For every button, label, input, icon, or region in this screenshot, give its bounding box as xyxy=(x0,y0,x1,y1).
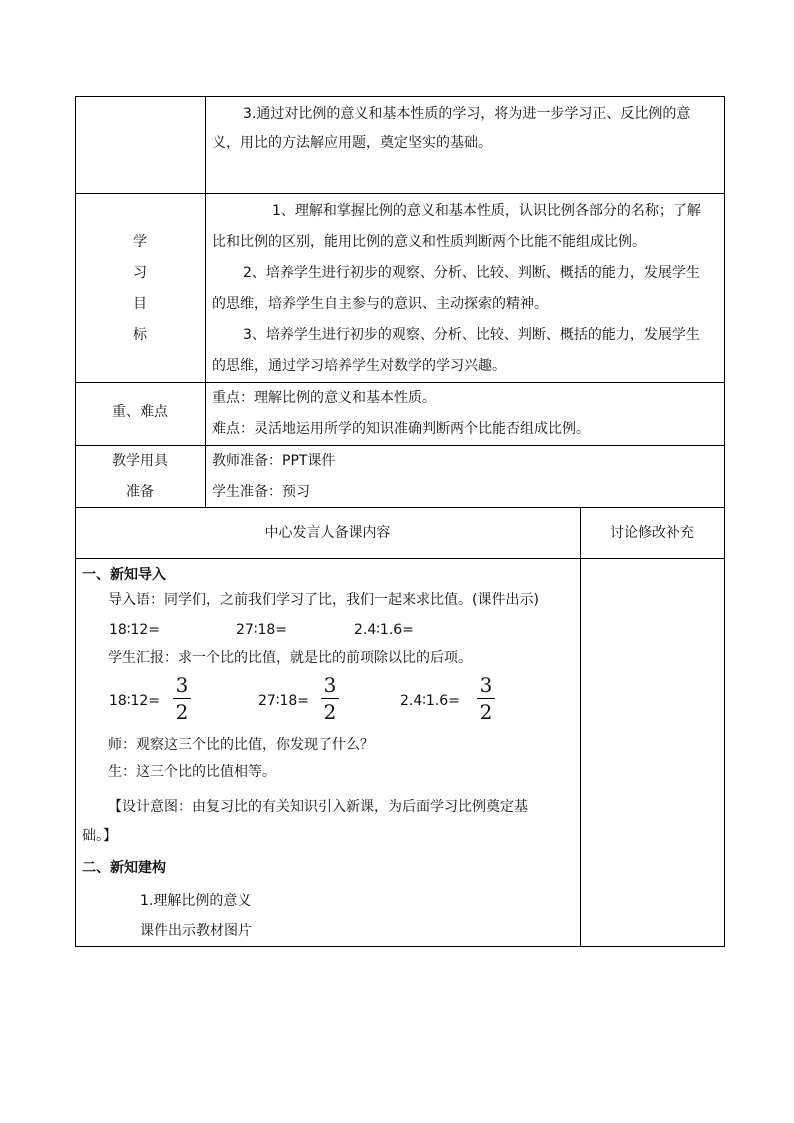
subsection-title: 1.理解比例的意义 xyxy=(140,893,252,909)
table-border-right xyxy=(724,96,725,947)
focus-text: 重点：理解比例的意义和基本性质。 xyxy=(212,390,436,406)
row-divider xyxy=(75,507,725,508)
row-divider xyxy=(75,382,725,383)
learning-goals-label-char: 标 xyxy=(133,327,147,343)
section1-title: 一、新知导入 xyxy=(82,567,166,583)
tools-label-line2: 准备 xyxy=(126,484,154,500)
fraction-numerator: 3 xyxy=(175,673,189,697)
teacher-question: 师：观察这三个比的比值，你发现了什么？ xyxy=(108,737,374,753)
student-answer: 生：这三个比的比值相等。 xyxy=(108,764,276,780)
tools-label-line1: 教学用具 xyxy=(112,453,168,469)
answer-expression: 2.4∶1.6= xyxy=(400,693,460,709)
goal-line: 比和比例的区别，能用比例的意义和性质判断两个比能不能组成比例。 xyxy=(212,234,646,250)
fraction-numerator: 3 xyxy=(479,673,493,697)
design-intent-line-2: 础。】 xyxy=(82,828,117,844)
answer-expression: 18∶12= xyxy=(109,693,161,709)
table-border-left xyxy=(75,96,76,947)
table-border-bottom xyxy=(75,946,725,947)
fraction-bar xyxy=(321,698,339,699)
label-column-divider xyxy=(205,96,206,508)
subsection-description: 课件出示教材图片 xyxy=(140,923,252,939)
ratio-expression: 27∶18= xyxy=(236,622,288,638)
ratio-expression: 18∶12= xyxy=(109,622,161,638)
fraction-denominator: 2 xyxy=(175,700,189,724)
student-prep-text: 学生准备：预习 xyxy=(212,484,310,500)
intro-text: 导入语：同学们，之前我们学习了比，我们一起来求比值。(课件出示) xyxy=(108,592,539,608)
learning-goals-label-char: 学 xyxy=(133,234,147,250)
goal-line: 1、理解和掌握比例的意义和基本性质，认识比例各部分的名称；了解 xyxy=(272,203,701,219)
design-intent-line-1: 【设计意图：由复习比的有关知识引入新课，为后面学习比例奠定基 xyxy=(108,799,528,815)
notes-column-divider xyxy=(580,507,581,947)
goal-line: 3、培养学生进行初步的观察、分析、比较、判断、概括的能力，发展学生 xyxy=(243,327,700,343)
goal-line: 的思维，培养学生自主参与的意识、主动探索的精神。 xyxy=(212,296,548,312)
goal-line: 的思维，通过学习培养学生对数学的学习兴趣。 xyxy=(212,358,506,374)
fraction xyxy=(318,674,342,723)
difficulty-text: 难点：灵活地运用所学的知识准确判断两个比能否组成比例。 xyxy=(212,421,590,437)
fraction-denominator: 2 xyxy=(323,700,337,724)
row-divider xyxy=(75,558,725,559)
fraction-bar xyxy=(477,698,495,699)
answer-expression: 27∶18= xyxy=(258,693,310,709)
table-border-top xyxy=(75,96,725,97)
fraction xyxy=(474,674,498,723)
content-header-right: 讨论修改补充 xyxy=(610,525,694,541)
key-points-label: 重、难点 xyxy=(112,404,168,420)
learning-goals-label-char: 目 xyxy=(133,296,147,312)
section2-title: 二、新知建构 xyxy=(82,860,166,876)
continuation-line-1: 3.通过对比例的意义和基本性质的学习，将为进一步学习正、反比例的意 xyxy=(243,106,691,122)
student-report: 学生汇报：求一个比的比值，就是比的前项除以比的后项。 xyxy=(108,650,472,666)
fraction-bar xyxy=(173,698,191,699)
fraction xyxy=(170,674,194,723)
teacher-prep-text: 教师准备：PPT课件 xyxy=(212,453,336,469)
content-header-left: 中心发言人备课内容 xyxy=(264,525,391,541)
ratio-expression: 2.4∶1.6= xyxy=(354,622,414,638)
row-divider xyxy=(75,445,725,446)
fraction-numerator: 3 xyxy=(323,673,337,697)
goal-line: 2、培养学生进行初步的观察、分析、比较、判断、概括的能力，发展学生 xyxy=(243,265,700,281)
continuation-line-2: 义，用比的方法解应用题，奠定坚实的基础。 xyxy=(212,135,492,151)
learning-goals-label-char: 习 xyxy=(133,265,147,281)
row-divider xyxy=(75,193,725,194)
fraction-denominator: 2 xyxy=(479,700,493,724)
